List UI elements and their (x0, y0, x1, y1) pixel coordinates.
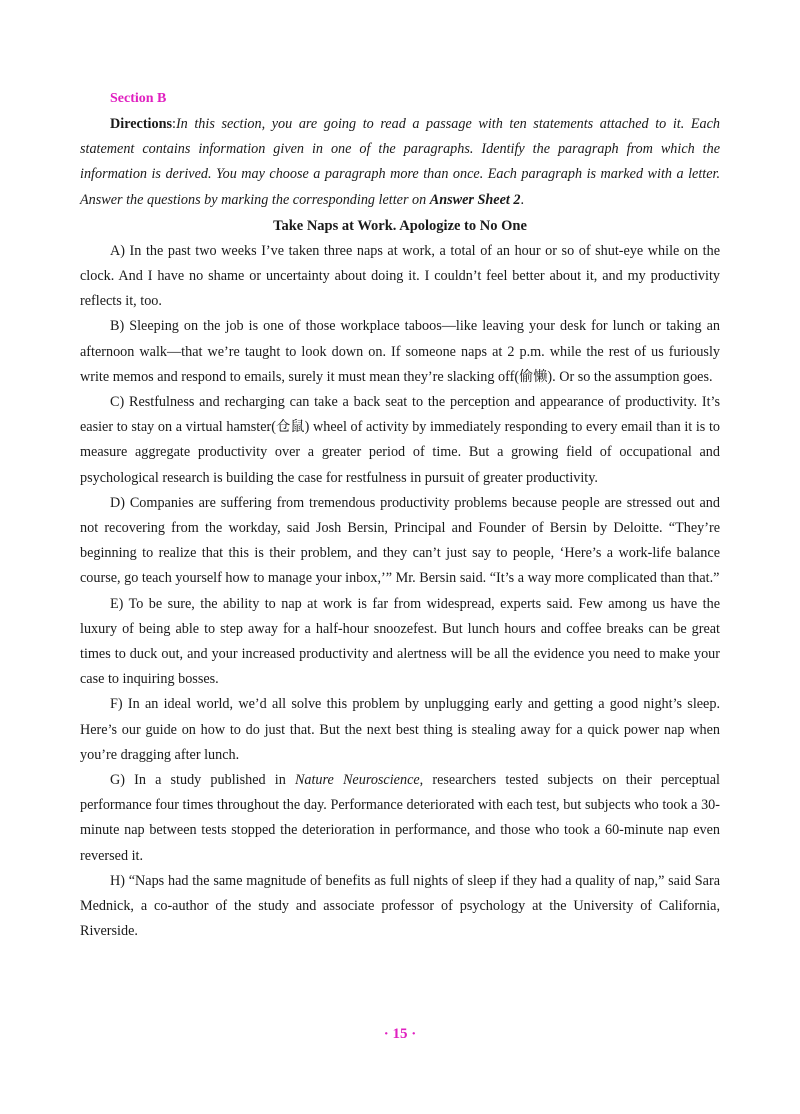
paragraph-g-lead: G) In a study published in (110, 772, 295, 789)
page-number: · 15 · (383, 1026, 417, 1042)
paragraph-b: B) Sleeping on the job is one of those workplace taboos—like leaving your desk for lunch or taking an afternoon walk—that we’re taught to look down on. If someone naps at 2 p.m. while the rest of us furiously write memos and respond to emails, surely it must mean they’re slacking off(偷懒). Or so the assumption goes. (80, 318, 720, 385)
paragraph-c: C) Restfulness and recharging can take a back seat to the perception and appearance of productivity. It’s easier to stay on a virtual hamster(仓鼠) wheel of activity by immediately responding to every email than it is to measure aggregate productivity over a greater period of time. But a growing field of occupational and psychological research is building the case for restfulness in pursuit of greater productivity. (80, 394, 720, 486)
paragraph-d: D) Companies are suffering from tremendous productivity problems because people are stressed out and not recovering from the workday, said Josh Bersin, Principal and Founder of Bersin by Deloitte. “They’re beginning to realize that this is their problem, and they can’t just say to people, ‘Here’s a work-life balance course, go teach yourself how to manage your inbox,’” Mr. Bersin said. “It’s a way more complicated than that.” (80, 494, 720, 587)
paragraph-e: E) To be sure, the ability to nap at work is far from widespread, experts said. Few among us have the luxury of being able to step away for a half-hour snoozefest. But lunch hours and coffee breaks can be great times to duck out, and your increased productivity and alertness will be all the evidence you need to make your case to inquiring bosses. (80, 595, 720, 688)
paragraph-g-rest: , researchers tested subjects on their perceptual performance four times throughout the day. Performance deteriorated with each test, but subjects who took a 30-minute nap between tests stopped the deterioration in performance, and those who took a 60-minute nap even reversed it. (80, 772, 720, 864)
paragraph-h: H) “Naps had the same magnitude of benefits as full nights of sleep if they had a quality of nap,” said Sara Mednick, a co-author of the study and associate professor of psychology at the University of California, Riverside. (80, 872, 720, 940)
passage-title: Take Naps at Work. Apologize to No One (273, 217, 527, 234)
directions-end: . (520, 191, 525, 208)
section-title: Section B (110, 91, 167, 106)
paragraph-g (80, 768, 720, 869)
paragraph-f: F) In an ideal world, we’d all solve this problem by unplugging early and getting a good night’s sleep. Here’s our guide on how to do just that. But the next best thing is stealing away for a quick power nap when you’re dragging after lunch. (80, 696, 720, 763)
journal-name: Nature Neuroscience (294, 772, 420, 789)
directions (80, 112, 720, 213)
directions-separator: : (172, 116, 176, 132)
paragraph-a: A) In the past two weeks I’ve taken three naps at work, a total of an hour or so of shut-eye while on the clock. And I have no shame or uncertainty about doing it. I couldn’t feel better about it, and my productivity reflects it, too. (80, 242, 720, 310)
directions-label: Directions (110, 116, 172, 132)
page-content (80, 86, 720, 945)
answer-sheet-ref: Answer Sheet 2 (429, 191, 521, 208)
directions-text: In this section, you are going to read a passage with ten statements attached to it. Each statement contains information given in one of the paragraphs. Identify the paragraph from which the information is derived. You may choose a paragraph more than once. Each paragraph is marked with a letter. Answer the questions by marking the corresponding letter on (80, 116, 720, 208)
